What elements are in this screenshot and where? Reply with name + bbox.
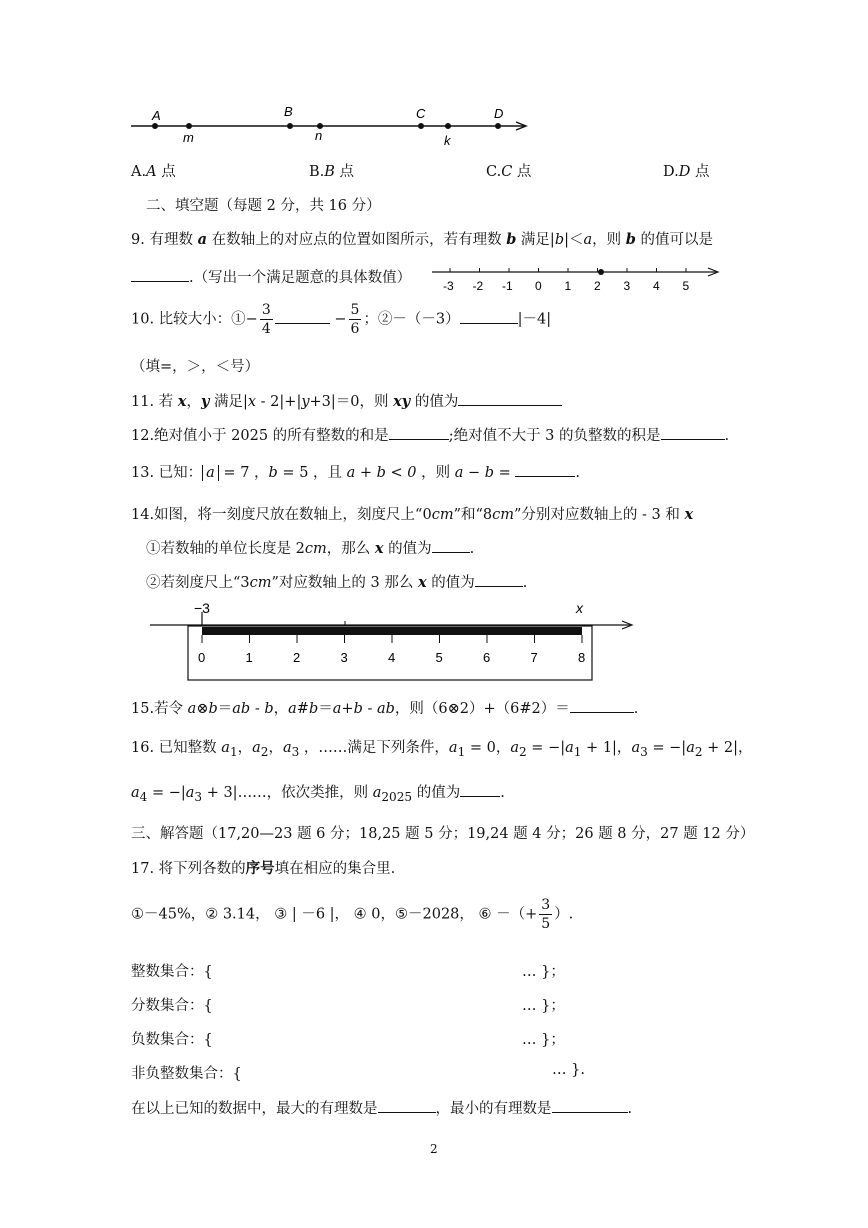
q9-line-1: 9. 有理数 a 在数轴上的对应点的位置如图所示，若有理数 b 满足|b|＜a，则 b 的值可以是 <box>131 231 714 248</box>
q9-tick-label: -2 <box>472 279 484 293</box>
q14-sub-2: ②若刻度尺上“3cm”对应数轴上的 3 那么 x 的值为 . <box>146 574 528 591</box>
q9-tick-label: -1 <box>502 279 513 293</box>
q9-tick-label: 2 <box>594 279 601 293</box>
svg-text:m: m <box>183 130 194 145</box>
q9-tick-label: 0 <box>535 279 542 293</box>
ruler-tick-label: 2 <box>293 650 301 665</box>
q10-hint: （填=，＞，＜号） <box>131 359 260 375</box>
ruler-tick-label: 4 <box>388 650 396 665</box>
axis-left-label: −3 <box>194 600 210 616</box>
q14-ruler-figure <box>146 598 638 684</box>
q9-tick-label: 5 <box>682 279 690 293</box>
q17-set-fractions: 分数集合：{ <box>131 998 213 1014</box>
section-2-title: 二、填空题（每题 2 分，共 16 分） <box>146 198 381 214</box>
svg-text:k: k <box>444 133 451 148</box>
ruler-tick-label: 7 <box>530 650 538 665</box>
q14-blank-2[interactable] <box>475 574 523 587</box>
q10-line: 10. 比较大小：①− $\frac{3}{4}$ − $\frac{5}{6}$ ；②－（－3） |－4| <box>131 302 552 337</box>
q13-answer-blank[interactable] <box>515 464 575 477</box>
point-k <box>444 123 452 148</box>
ruler-tick-label: 8 <box>578 650 586 665</box>
point-B <box>284 104 293 129</box>
q15-line: 15.若令 a⊗b＝ab - b，a#b＝a+b - ab，则（6⊗2）+（6#2）＝ . <box>131 701 639 717</box>
q17-set-negatives-end: … }； <box>522 1032 565 1048</box>
ruler-bar <box>202 627 582 635</box>
q17-final: 在以上已知的数据中，最大的有理数是 ，最小的有理数是 . <box>131 1101 633 1117</box>
q8-option-b: B.B 点 <box>309 164 355 180</box>
q17-set-nonneg-integers: 非负整数集合：{ <box>131 1066 242 1082</box>
q8-option-a: A.A 点 <box>131 164 176 180</box>
q9-line-2: .（写出一个满足题意的具体数值） <box>131 266 411 287</box>
page-number: 2 <box>430 1142 438 1156</box>
q14-line-1: 14.如图，将一刻度尺放在数轴上，刻度尺上“0cm”和“8cm”分别对应数轴上的 - 3 和 x <box>131 506 694 523</box>
ruler-tick-label: 5 <box>435 650 443 665</box>
svg-text:B: B <box>284 104 293 119</box>
q12-blank-1[interactable] <box>389 427 449 440</box>
q10-fraction-2: $\frac{5}{6}$ <box>350 302 360 337</box>
q14-sub-1: ①若数轴的单位长度是 2cm，那么 x 的值为 . <box>146 540 475 557</box>
q12-line: 12.绝对值小于 2025 的所有整数的和是 ;绝对值不大于 3 的负整数的积是 . <box>131 428 730 444</box>
q10-fraction-1: $\frac{3}{4}$ <box>261 302 271 337</box>
svg-text:n: n <box>315 128 323 143</box>
axis-right-label: x <box>576 600 583 616</box>
q17-set-nonneg-integers-end: … }. <box>552 1062 585 1078</box>
q11-line: 11. 若 x，y 满足|x - 2|+|y+3|＝0，则 xy 的值为 <box>131 390 562 411</box>
q10-blank-2[interactable] <box>460 311 518 324</box>
q17-title: 17. 将下列各数的序号填在相应的集合里. <box>131 861 396 877</box>
q17-max-blank[interactable] <box>378 1100 436 1113</box>
svg-text:A: A <box>152 108 161 123</box>
ruler-tick-label: 6 <box>483 650 491 665</box>
q16-line-2: $a_4 = -|a_3$ + 3|……，依次类推，则 $a_{2025}$ 的值为 . <box>131 785 505 804</box>
q17-set-integers: 整数集合：{ <box>131 964 213 980</box>
q9-tick-label: -3 <box>443 279 454 293</box>
q9-tick-label: 3 <box>623 279 631 293</box>
ruler-tick-label: 3 <box>340 650 348 665</box>
svg-text:C: C <box>416 106 426 121</box>
q12-blank-2[interactable] <box>661 427 725 440</box>
q14-blank-1[interactable] <box>432 540 470 553</box>
ruler-tick-label: 0 <box>198 650 206 665</box>
q8-option-d: D.D 点 <box>663 164 710 180</box>
q13-line: 13. 已知： a = 7 ，b = 5 ，且 a + b < 0 ，则 a − b = . <box>131 465 581 481</box>
svg-text:D: D <box>494 106 504 121</box>
ruler-tick-label: 1 <box>245 650 253 665</box>
q16-line-1: 16. 已知整数 $a_1$，$a_2$，$a_3$ ，……满足下列条件，$a_1 = 0$，$a_2 = -|a_1 + 1|$，$a_3 = -|a_2 + 2|$， <box>131 740 753 759</box>
q17-fraction: $\frac{3}{5}$ <box>541 897 551 932</box>
q8-option-c: C.C 点 <box>486 164 532 180</box>
q17-items: ①－45%，② 3.14， ③ | －6 |， ④ 0，⑤－2028， ⑥ －（+ $\frac{3}{5}$ ）. <box>131 897 574 932</box>
q17-min-blank[interactable] <box>552 1100 628 1113</box>
q10-blank-1[interactable] <box>275 311 330 324</box>
q9-point-a <box>598 269 604 275</box>
q17-set-integers-end: … }； <box>522 964 565 980</box>
q8-number-line <box>126 100 536 150</box>
q16-answer-blank[interactable] <box>460 784 500 797</box>
q9-number-line <box>428 260 723 296</box>
q9-answer-blank[interactable] <box>131 269 189 282</box>
q9-tick-label: 1 <box>564 279 572 293</box>
section-3-title: 三、解答题（17,20—23 题 6 分；18,25 题 5 分；19,24 题 4 分；26 题 8 分，27 题 12 分） <box>131 826 755 842</box>
q11-answer-blank[interactable] <box>458 393 562 406</box>
q9-tick-label: 4 <box>653 279 660 293</box>
q15-answer-blank[interactable] <box>570 700 634 713</box>
q17-set-negatives: 负数集合：{ <box>131 1032 213 1048</box>
q17-set-fractions-end: … }； <box>522 998 565 1014</box>
